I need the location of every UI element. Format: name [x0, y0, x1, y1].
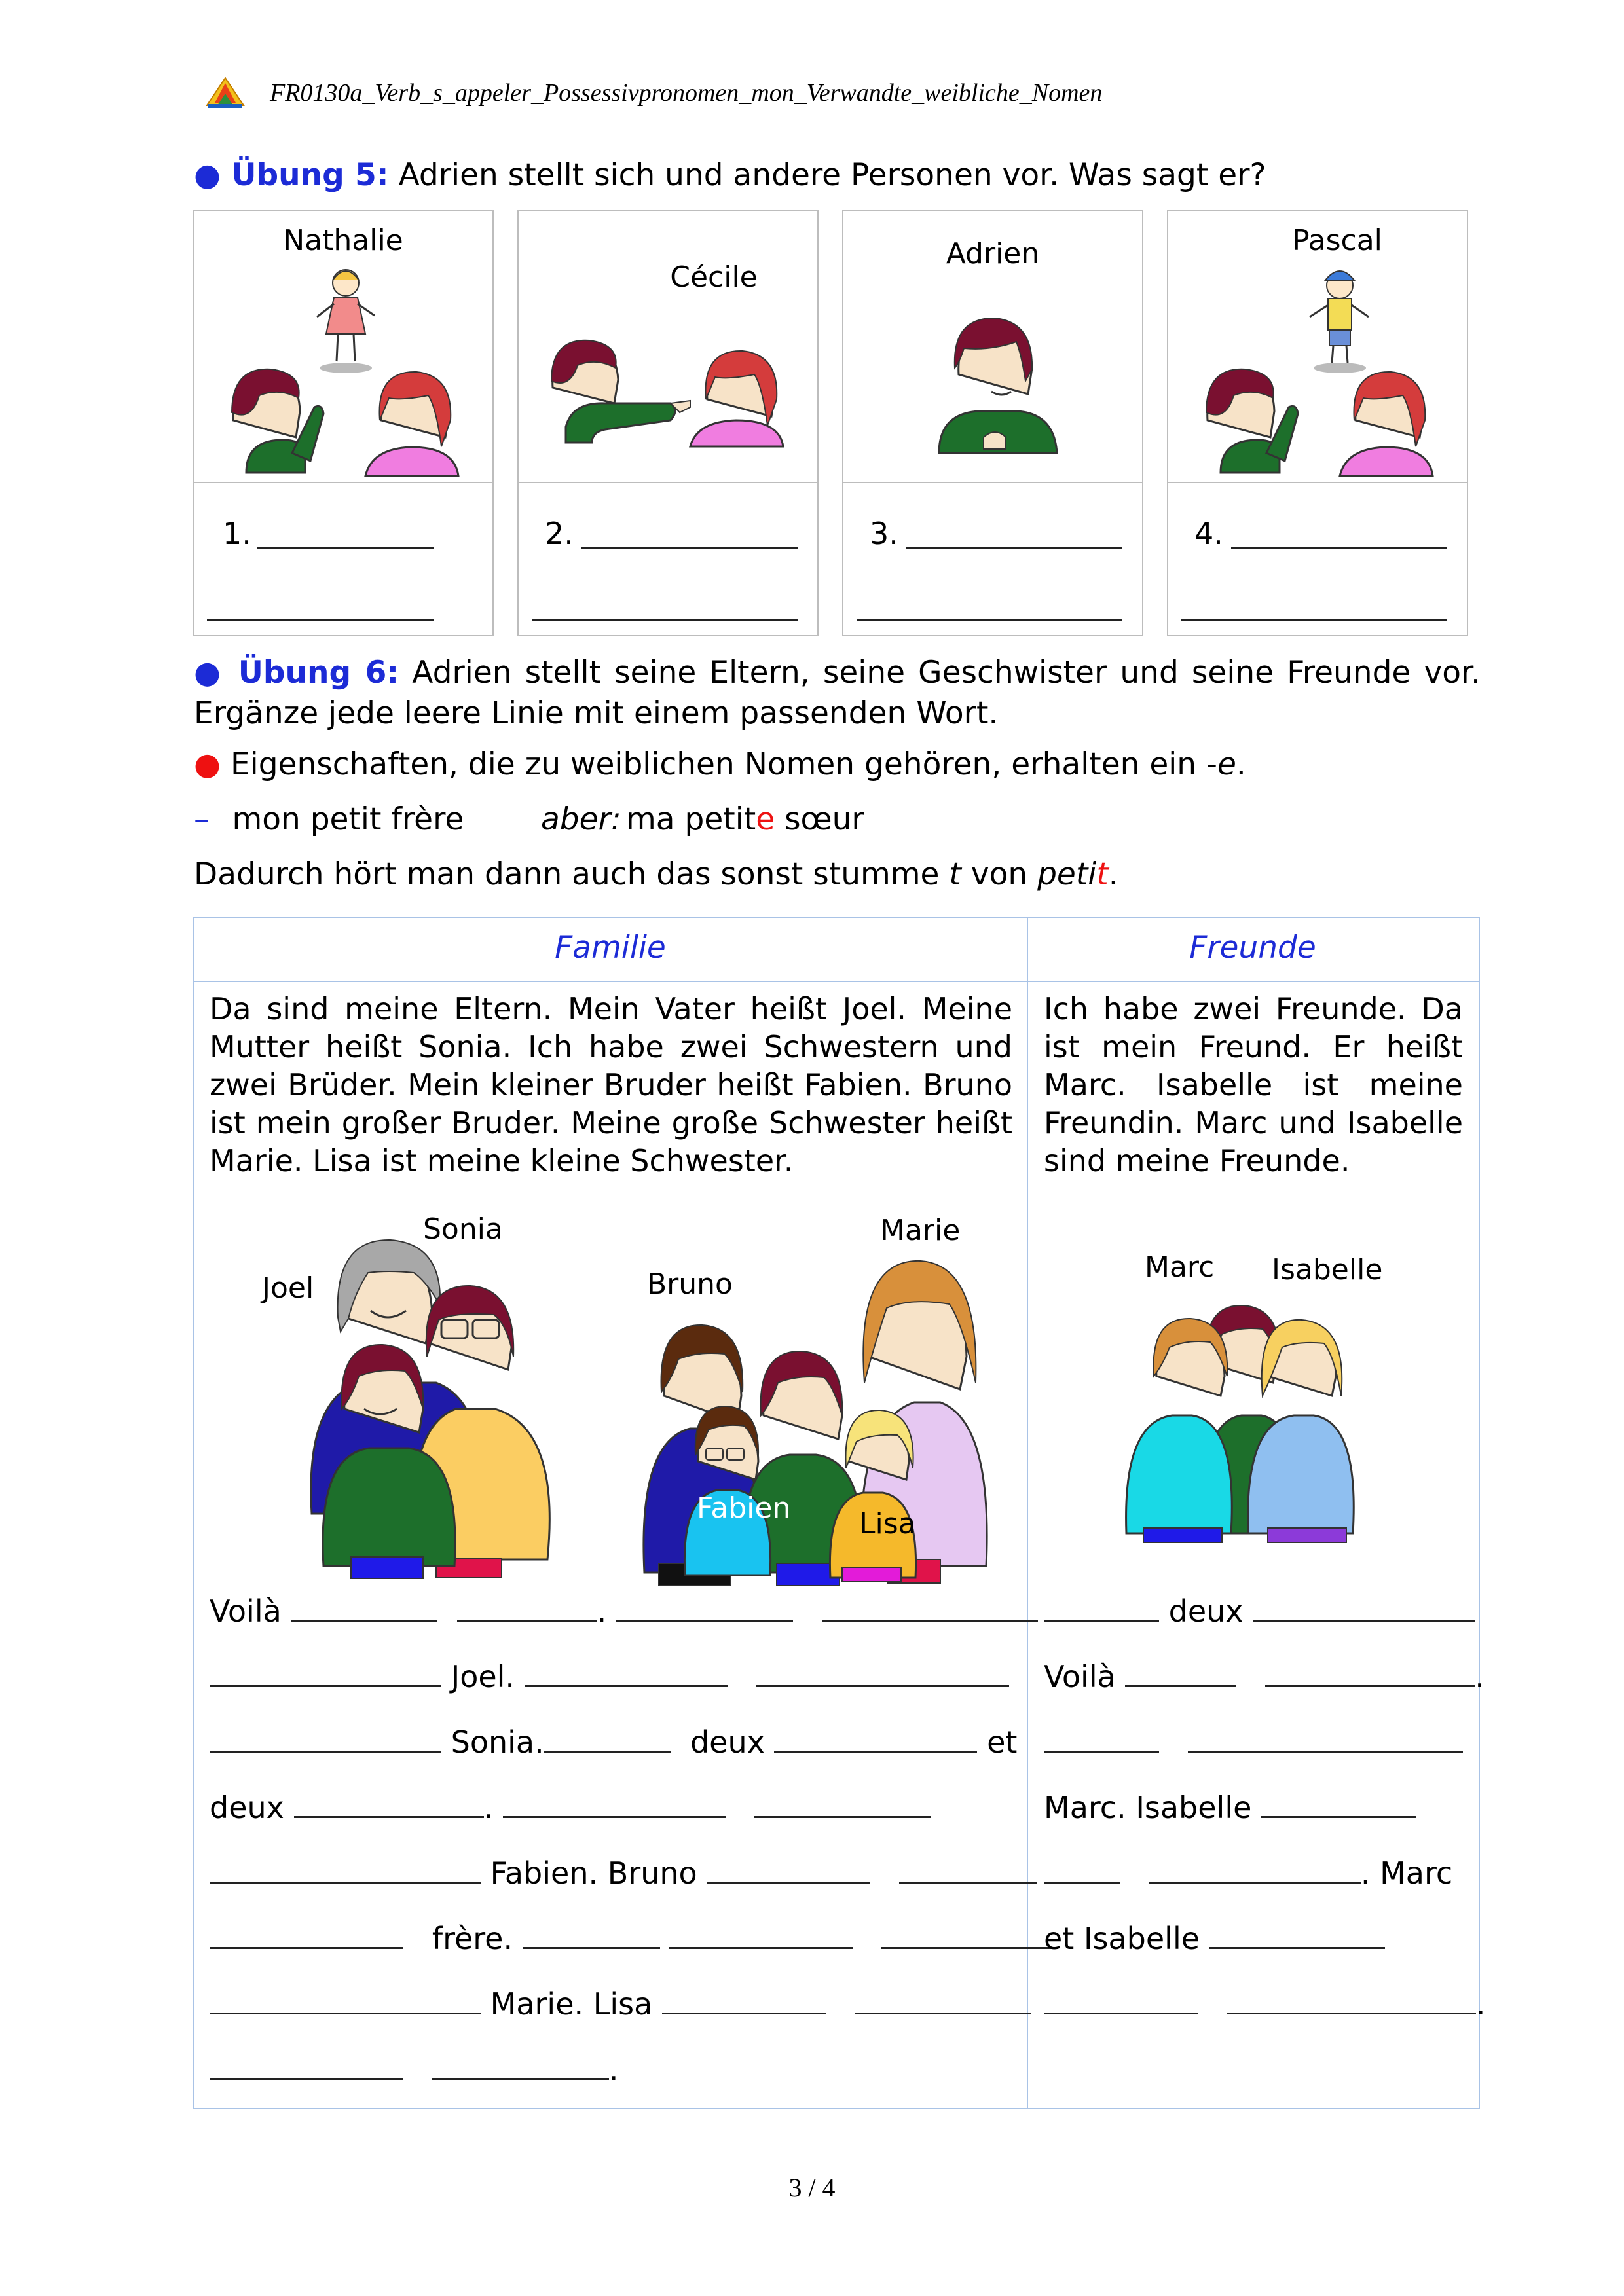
blank[interactable]: [432, 2050, 609, 2080]
blank[interactable]: [544, 1723, 671, 1753]
card-1-image-cell: [193, 210, 494, 483]
blank[interactable]: [754, 1789, 931, 1818]
header-divider: [194, 981, 1479, 982]
freunde-line-1: deux: [1044, 1592, 1475, 1629]
col-head-familie: Familie: [555, 930, 666, 966]
blank[interactable]: [291, 1592, 437, 1622]
familie-line-8: .: [210, 2050, 619, 2087]
familie-line-3: Sonia. deux et: [210, 1723, 1017, 1760]
friends-illustration: [1111, 1245, 1412, 1546]
rule-bullet: ●: [194, 746, 221, 782]
blank[interactable]: [525, 1658, 728, 1687]
name-bruno: Bruno: [647, 1267, 733, 1301]
card-number: 1.: [223, 516, 251, 551]
pronunciation-note: Dadurch hört man dann auch das sonst stumme t von petit.: [194, 856, 1118, 892]
freunde-line-5: . Marc: [1044, 1854, 1452, 1891]
blank[interactable]: [1044, 1723, 1159, 1753]
exercise-table: [193, 917, 1486, 2109]
blank[interactable]: [881, 1920, 1058, 1949]
blank[interactable]: [523, 1920, 660, 1949]
blank[interactable]: [210, 1658, 441, 1687]
blank[interactable]: [899, 1854, 1037, 1884]
blank[interactable]: [1227, 1985, 1476, 2014]
familie-line-4: deux .: [210, 1789, 931, 1825]
example-masculine: mon petit frère: [232, 801, 464, 837]
freunde-line-7: .: [1044, 1985, 1486, 2022]
card-3-answer-cell: [842, 482, 1143, 636]
answer-line[interactable]: [581, 547, 798, 549]
blank[interactable]: [457, 1592, 597, 1622]
card-2-answer-cell: [517, 482, 819, 636]
name-fabien: Fabien: [697, 1491, 791, 1525]
name-joel: Joel: [262, 1271, 314, 1305]
card-4-image-cell: [1167, 210, 1468, 483]
blank[interactable]: [774, 1723, 977, 1753]
blank[interactable]: [662, 1985, 826, 2014]
card-name: Cécile: [670, 261, 758, 294]
blank[interactable]: [210, 1723, 441, 1753]
introduce-girl-illustration: [194, 257, 492, 479]
familie-line-7: Marie. Lisa: [210, 1985, 1031, 2022]
freunde-line-2: Voilà .: [1044, 1659, 1485, 1694]
familie-text: Da sind meine Eltern. Mein Vater heißt Joel. Meine Mutter heißt Sonia. Ich habe zwei Schwestern und zwei Brüder. Mein kleiner Bruder heißt Fabien. Bruno ist mein großer Bruder. Meine große Schwester heißt Marie. Lisa ist meine kleine Schwester.: [210, 991, 1012, 1178]
blank[interactable]: [294, 1789, 484, 1818]
freunde-line-3: [1044, 1723, 1463, 1760]
blank[interactable]: [1044, 1592, 1159, 1622]
familie-line-5: Fabien. Bruno: [210, 1854, 1037, 1891]
blank[interactable]: [210, 1854, 481, 1884]
name-marc: Marc: [1145, 1250, 1215, 1284]
blank[interactable]: [1125, 1658, 1236, 1687]
familie-line-2: Joel.: [210, 1658, 1009, 1694]
blank[interactable]: [210, 1920, 403, 1949]
card-number: 2.: [545, 516, 574, 551]
blank[interactable]: [1188, 1723, 1463, 1753]
blank[interactable]: [1209, 1920, 1385, 1949]
self-introduce-boy-illustration: [843, 276, 1142, 473]
uebung6-text: Adrien stellt seine Eltern, seine Geschwister und seine Freunde vor.: [412, 655, 1481, 691]
card-3-image-cell: [842, 210, 1143, 483]
card-name: Pascal: [1292, 224, 1382, 257]
example-line: [194, 800, 1481, 839]
card-name: Nathalie: [283, 224, 403, 257]
blank[interactable]: [210, 2050, 403, 2080]
uebung5-heading: [194, 156, 1481, 195]
blank[interactable]: [1149, 1854, 1361, 1884]
familie-line-1: Voilà .: [210, 1592, 1038, 1629]
blank[interactable]: [1261, 1789, 1416, 1818]
card-number: 4.: [1194, 516, 1223, 551]
freunde-text: Ich habe zwei Freunde. Da ist mein Freund. Er heißt Marc. Isabelle ist meine Freundin. Marc und Isabelle sind meine Freunde.: [1044, 991, 1463, 1178]
name-lisa: Lisa: [859, 1507, 916, 1540]
card-2-image-cell: [517, 210, 819, 483]
feminine-rule: [194, 745, 1481, 784]
answer-line[interactable]: [1181, 619, 1447, 621]
name-isabelle: Isabelle: [1272, 1253, 1383, 1286]
page-number: 3 / 4: [788, 2173, 836, 2202]
freunde-line-4: Marc. Isabelle: [1044, 1789, 1416, 1825]
familie-line-6: frère.: [210, 1920, 1058, 1956]
petit-word: petit: [1037, 856, 1109, 892]
example-feminine: ma petite sœur: [626, 801, 864, 837]
example-aber: aber:: [541, 801, 621, 837]
col-head-freunde: Freunde: [1189, 930, 1316, 966]
logo-icon: [204, 77, 246, 109]
blank[interactable]: [756, 1658, 1009, 1687]
rule-text: Eigenschaften, die zu weiblichen Nomen gehören, erhalten ein -: [230, 746, 1217, 782]
card-1-answer-cell: [193, 482, 494, 636]
uebung5-text: Adrien stellt sich und andere Personen vor. Was sagt er?: [398, 157, 1266, 193]
blank[interactable]: [1253, 1592, 1475, 1622]
freunde-line-6: et Isabelle: [1044, 1920, 1385, 1956]
blank[interactable]: [822, 1592, 1038, 1622]
answer-line[interactable]: [257, 547, 434, 549]
pointing-boy-girl-illustration: [519, 289, 817, 479]
uebung6-instruction: Ergänze jede leere Linie mit einem passenden Wort.: [194, 695, 999, 731]
blank[interactable]: [707, 1854, 870, 1884]
example-dash: –: [194, 801, 210, 837]
rule-end: .: [1236, 746, 1246, 782]
blank[interactable]: [616, 1592, 793, 1622]
answer-line[interactable]: [532, 619, 798, 621]
answer-line[interactable]: [207, 619, 434, 621]
document-title: FR0130a_Verb_s_appeler_Possessivpronomen_mon_Verwandte_weibliche_Nomen: [270, 79, 1103, 107]
blank[interactable]: [855, 1985, 1031, 2014]
uebung6-heading: [194, 653, 1481, 693]
blank[interactable]: [1044, 1985, 1198, 2014]
blank[interactable]: [669, 1920, 853, 1949]
parents-illustration: [240, 1199, 606, 1579]
blank[interactable]: [210, 1985, 481, 2014]
document-header: [204, 73, 1102, 113]
name-sonia: Sonia: [423, 1212, 503, 1246]
name-marie: Marie: [880, 1214, 961, 1247]
uebung5-label: ● Übung 5:: [194, 157, 389, 193]
blank[interactable]: [503, 1789, 726, 1818]
card-name: Adrien: [946, 237, 1040, 270]
introduce-boy-illustration: [1168, 257, 1467, 479]
uebung6-label: ● Übung 6:: [194, 655, 399, 691]
answer-line[interactable]: [857, 619, 1122, 621]
card-number: 3.: [870, 516, 898, 551]
blank[interactable]: [1265, 1658, 1475, 1687]
answer-line[interactable]: [906, 547, 1122, 549]
answer-line[interactable]: [1231, 547, 1447, 549]
rule-e: e: [1217, 746, 1236, 782]
card-4-answer-cell: [1167, 482, 1468, 636]
blank[interactable]: [1044, 1854, 1120, 1884]
